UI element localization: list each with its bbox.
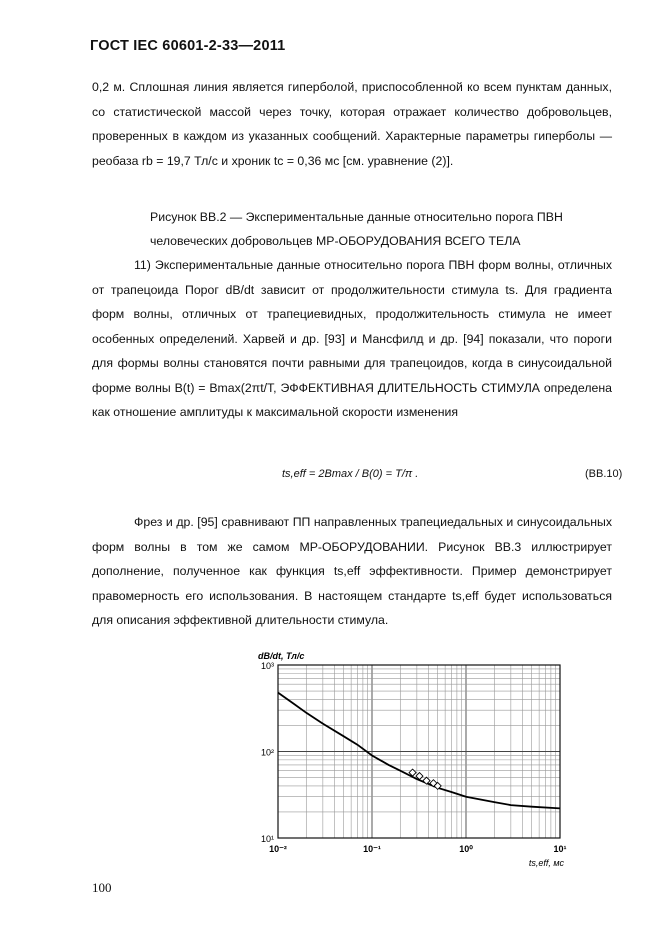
x-tick-label: 10⁻¹ [363, 844, 381, 854]
paragraph-1: 0,2 м. Сплошная линия является гиперболой, приспособленной ко всем пунктам данных, со статистической массой через точку, которая отражает количество добровольцев, проверенных в каждом из указанных сообщений. Характерные параметры гиперболы — реобаза rb = 19,7 Тл/с и хроник tc = 0,36 мс [см. уравнение (2)]. [92, 80, 612, 168]
y-tick-label: 10² [260, 747, 274, 758]
data-point-marker [430, 780, 437, 787]
x-tick-label: 10¹ [553, 844, 567, 854]
x-tick-label: 10⁰ [459, 844, 473, 854]
y-tick-label: 10³ [260, 661, 274, 671]
x-axis-label: ts,eff, мс [528, 858, 564, 868]
data-point-marker [423, 777, 430, 784]
paragraph-2-text: 11) Экспериментальные данные относительно порога ПВН форм волны, отличных от трапецоида Порог dB/dt зависит от продолжительности стимула ts. Для градиента форм волны, отличных от трапециевидных, продолжительность стимула не имеет особенных определений. Харвей и др. [93] и Мансфилд и др. [94] показали, что пороги для формы волны становятся почти равными для трапецоидов, когда в синусоидальной форме волны B(t) = Bmax(2πt/T, ЭФФЕКТИВНАЯ ДЛИТЕЛЬНОСТЬ СТИМУЛА определена как отношение амплитуды к максимальной скорости изменения [92, 258, 612, 419]
hyperbola-curve [278, 693, 560, 809]
paragraph-3-text: Фрез и др. [95] сравнивают ПП направленных трапециедальных и синусоидальных форм волны в том же самом МР-ОБОРУДОВАНИИ. Рисунок ВВ.3 иллюстрирует дополнение, полученное как функция ts,eff эффективности. Пример демонстрирует правомерность его использования. В настоящем стандарте ts,eff будет использоваться для описания эффективной длительности стимула. [92, 515, 612, 627]
figure-caption-line1: Рисунок ВВ.2 — Экспериментальные данные относительно порога ПВН [150, 210, 563, 224]
x-tick-label: 10⁻² [269, 844, 287, 854]
data-point-marker [416, 773, 423, 780]
y-axis-label: dB/dt, Тл/с [258, 651, 305, 661]
y-tick-label: 10¹ [260, 834, 274, 844]
page-number: 100 [92, 880, 112, 895]
figure-caption-line2: человеческих добровольцев МР-ОБОРУДОВАНИЯ ВСЕГО ТЕЛА [150, 234, 521, 248]
plot-frame [278, 665, 560, 838]
document-header: ГОСТ IEC 60601-2-33—2011 [90, 38, 286, 54]
paragraph-2 [92, 253, 612, 425]
data-point-marker [409, 769, 416, 776]
data-point-marker [434, 782, 441, 789]
paragraph-3 [92, 510, 612, 633]
formula: ts,eff = 2Bmax / B(0) = T/π . [282, 468, 419, 480]
equation-number: (BB.10) [585, 468, 623, 480]
